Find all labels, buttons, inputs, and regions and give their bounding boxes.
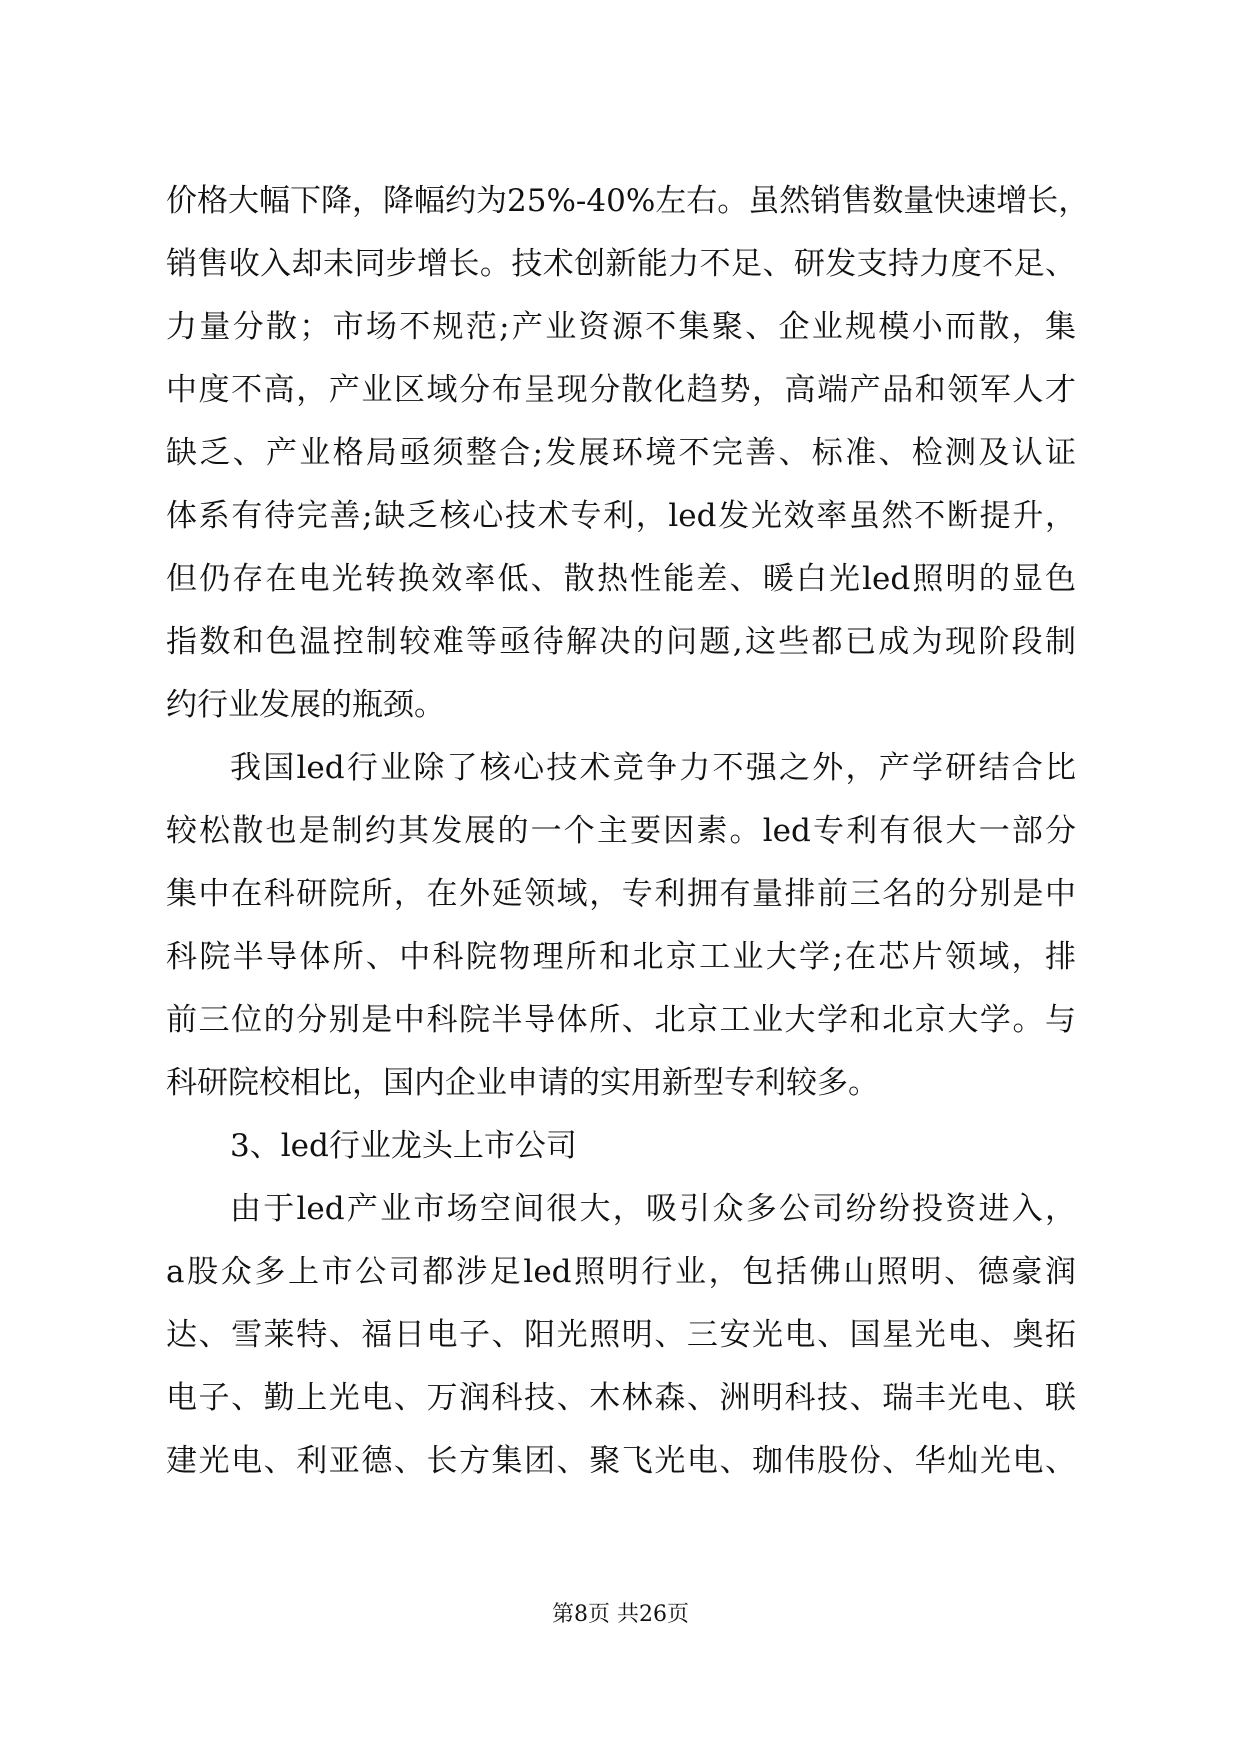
text-line xyxy=(0,1053,1241,1113)
paragraph-1-line-2: 销售收入却未同步增长。技术创新能力不足、研发支持力度不足、 xyxy=(166,246,1076,282)
text-line xyxy=(0,927,1241,987)
text-line xyxy=(0,738,1241,798)
paragraph-1-line-6: 体系有待完善;缺乏核心技术专利，led发光效率虽然不断提升， xyxy=(166,498,1076,534)
text-line xyxy=(0,549,1241,609)
paragraph-3-line-1: 由于led产业市场空间很大，吸引众多公司纷纷投资进入， xyxy=(230,1191,1076,1227)
text-line xyxy=(0,1242,1241,1302)
paragraph-3-line-3: 达、雪莱特、福日电子、阳光照明、三安光电、国星光电、奥拓 xyxy=(166,1317,1076,1353)
paragraph-2-line-6: 科研院校相比，国内企业申请的实用新型专利较多。 xyxy=(166,1065,879,1101)
text-line xyxy=(0,864,1241,924)
paragraph-2-line-2: 较松散也是制约其发展的一个主要因素。led专利有很大一部分 xyxy=(166,813,1076,849)
paragraph-1-line-9: 约行业发展的瓶颈。 xyxy=(166,687,445,723)
paragraph-1-line-1: 价格大幅下降，降幅约为25%-40%左右。虽然销售数量快速增长， xyxy=(166,183,1090,219)
text-line xyxy=(0,234,1241,294)
paragraph-3-line-4: 电子、勤上光电、万润科技、木林森、洲明科技、瑞丰光电、联 xyxy=(166,1380,1076,1416)
paragraph-3-line-2: a股众多上市公司都涉足led照明行业，包括佛山照明、德豪润 xyxy=(166,1254,1076,1290)
paragraph-1-line-8: 指数和色温控制较难等亟待解决的问题,这些都已成为现阶段制 xyxy=(166,624,1076,660)
paragraph-1-line-4: 中度不高，产业区域分布呈现分散化趋势，高端产品和领军人才 xyxy=(166,372,1076,408)
text-line xyxy=(0,1305,1241,1365)
text-line xyxy=(0,1116,1241,1176)
text-line xyxy=(0,990,1241,1050)
text-line xyxy=(0,171,1241,231)
text-line xyxy=(0,801,1241,861)
paragraph-2-line-1: 我国led行业除了核心技术竞争力不强之外，产学研结合比 xyxy=(230,750,1076,786)
text-line xyxy=(0,675,1241,735)
paragraph-2-line-4: 科院半导体所、中科院物理所和北京工业大学;在芯片领域，排 xyxy=(166,939,1076,975)
paragraph-2-line-3: 集中在科研院所，在外延领域，专利拥有量排前三名的分别是中 xyxy=(166,876,1076,912)
page-number-label: 第8页 共26页 xyxy=(552,1602,689,1627)
text-line xyxy=(0,423,1241,483)
text-line xyxy=(0,486,1241,546)
text-line xyxy=(0,297,1241,357)
section-heading: 3、led行业龙头上市公司 xyxy=(230,1128,577,1164)
paragraph-1-line-3: 力量分散；市场不规范;产业资源不集聚、企业规模小而散，集 xyxy=(166,309,1076,345)
page-footer xyxy=(0,1600,1241,1630)
text-line xyxy=(0,1179,1241,1239)
text-line xyxy=(0,360,1241,420)
paragraph-1-line-7: 但仍存在电光转换效率低、散热性能差、暖白光led照明的显色 xyxy=(166,561,1076,597)
text-line xyxy=(0,1368,1241,1428)
text-line xyxy=(0,1431,1241,1491)
paragraph-2-line-5: 前三位的分别是中科院半导体所、北京工业大学和北京大学。与 xyxy=(166,1002,1076,1038)
paragraph-3-line-5: 建光电、利亚德、长方集团、聚飞光电、珈伟股份、华灿光电、 xyxy=(166,1443,1076,1479)
paragraph-1-line-5: 缺乏、产业格局亟须整合;发展环境不完善、标准、检测及认证 xyxy=(166,435,1076,471)
text-line xyxy=(0,612,1241,672)
